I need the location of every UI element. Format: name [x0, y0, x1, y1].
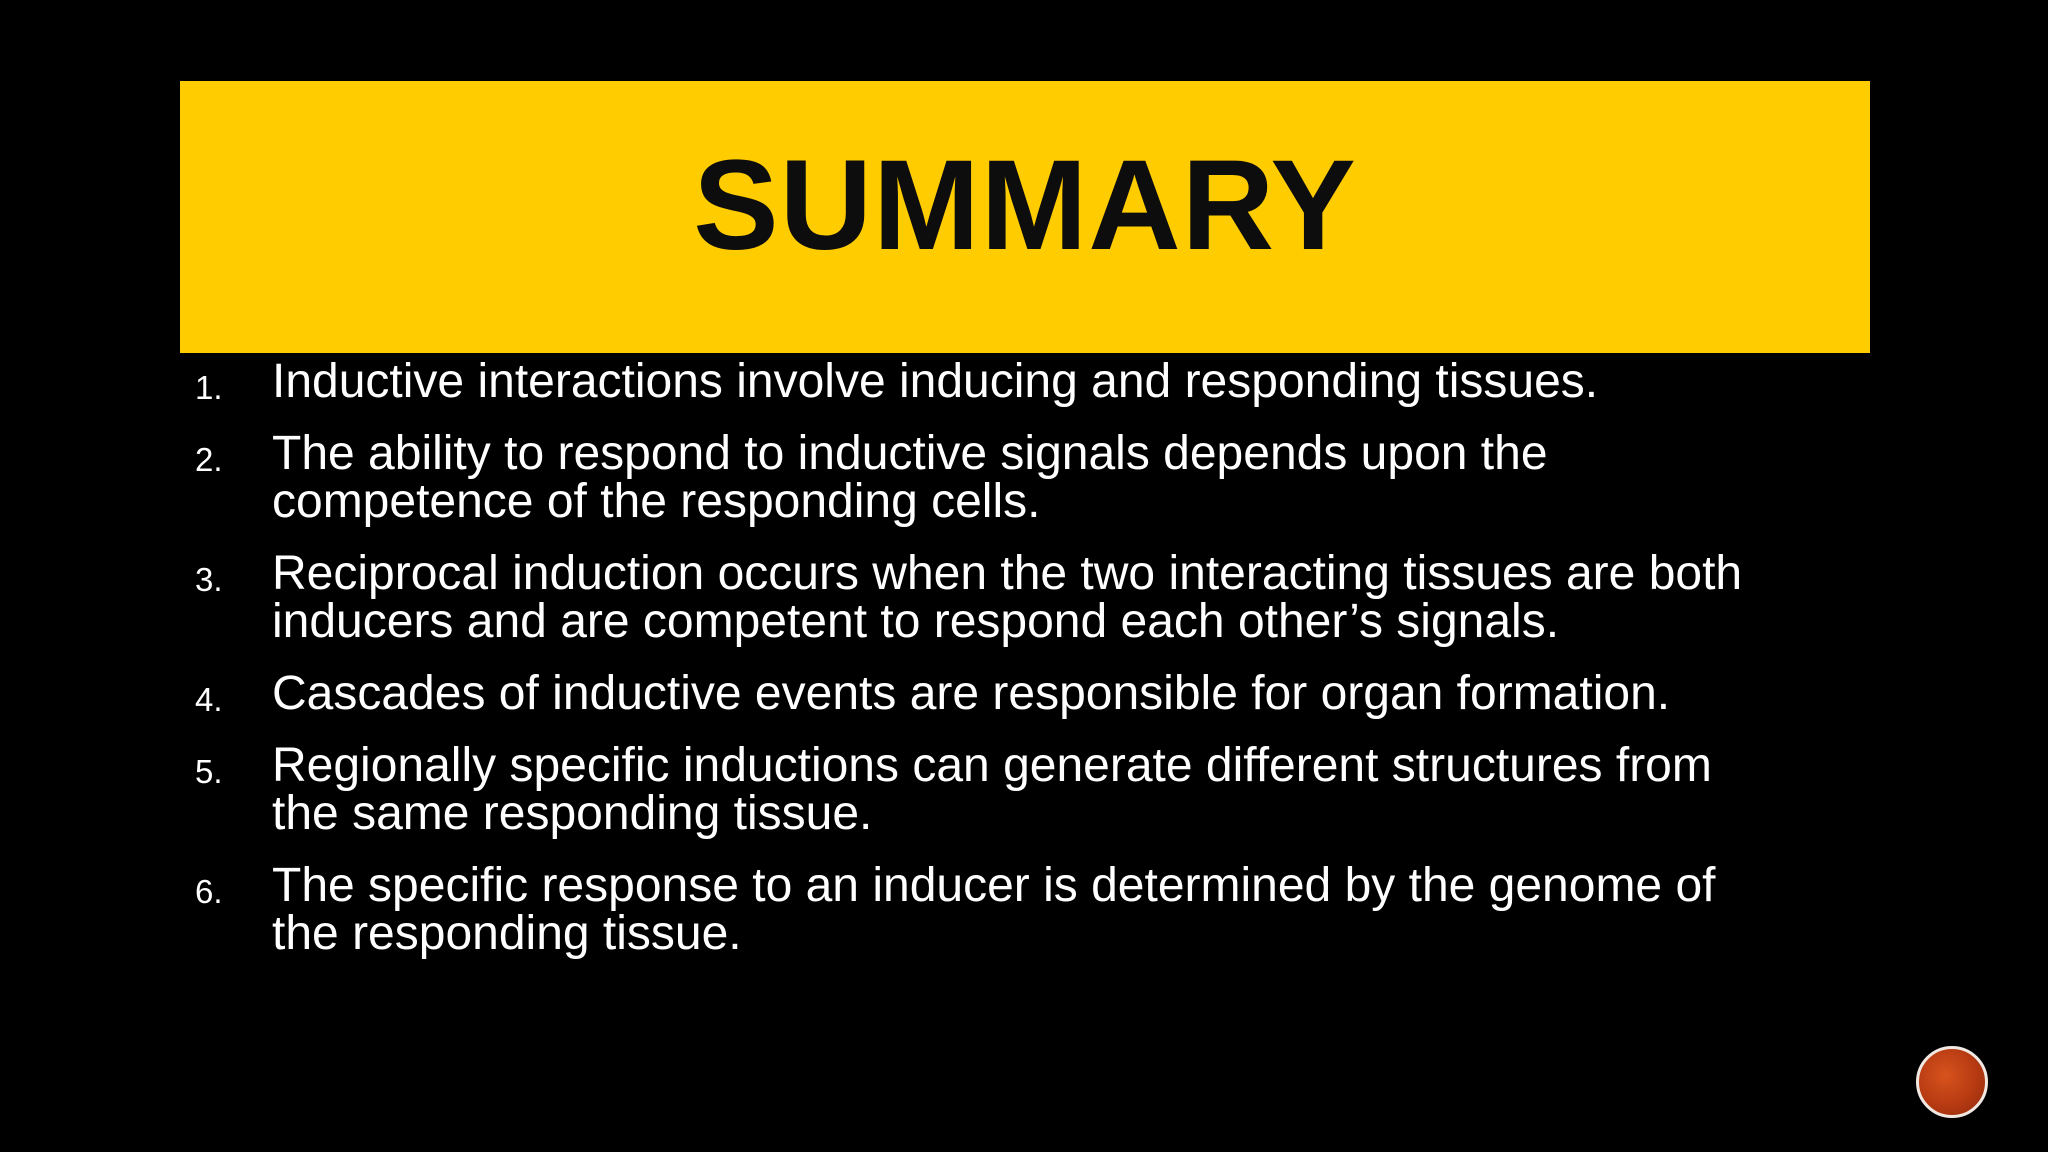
list-item-line: The specific response to an inducer is determined by the genome of — [272, 859, 1716, 912]
list-item-line: Reciprocal induction occurs when the two interacting tissues are both — [272, 547, 1743, 600]
list-item-number: 4. — [195, 681, 223, 718]
list-item — [190, 355, 1890, 408]
list-item — [190, 547, 1890, 648]
list-item — [190, 427, 1890, 528]
title-banner — [180, 81, 1870, 353]
list-item-line: competence of the responding cells. — [272, 475, 1041, 528]
list-item-line: The ability to respond to inductive signals depends upon the — [272, 427, 1548, 480]
list-item-number: 5. — [195, 753, 223, 790]
list-item-number: 6. — [195, 873, 223, 910]
list-item-line: Inductive interactions involve inducing and responding tissues. — [272, 355, 1599, 408]
list-item-line: Cascades of inductive events are responsible for organ formation. — [272, 667, 1671, 720]
list-item-number: 1. — [195, 369, 223, 406]
list-item-line: the responding tissue. — [272, 907, 742, 960]
list-item-line: the same responding tissue. — [272, 787, 873, 840]
list-item — [190, 859, 1890, 960]
list-item-number: 2. — [195, 441, 223, 478]
list-item-line: Regionally specific inductions can generate different structures from — [272, 739, 1712, 792]
slide-title: SUMMARY — [693, 133, 1357, 277]
list-item — [190, 739, 1890, 840]
list-item-number: 3. — [195, 561, 223, 598]
list-item-line: inducers and are competent to respond each other’s signals. — [272, 595, 1560, 648]
list-item — [190, 667, 1890, 720]
circle-button-icon[interactable] — [1916, 1046, 1988, 1118]
summary-list — [190, 355, 1890, 982]
